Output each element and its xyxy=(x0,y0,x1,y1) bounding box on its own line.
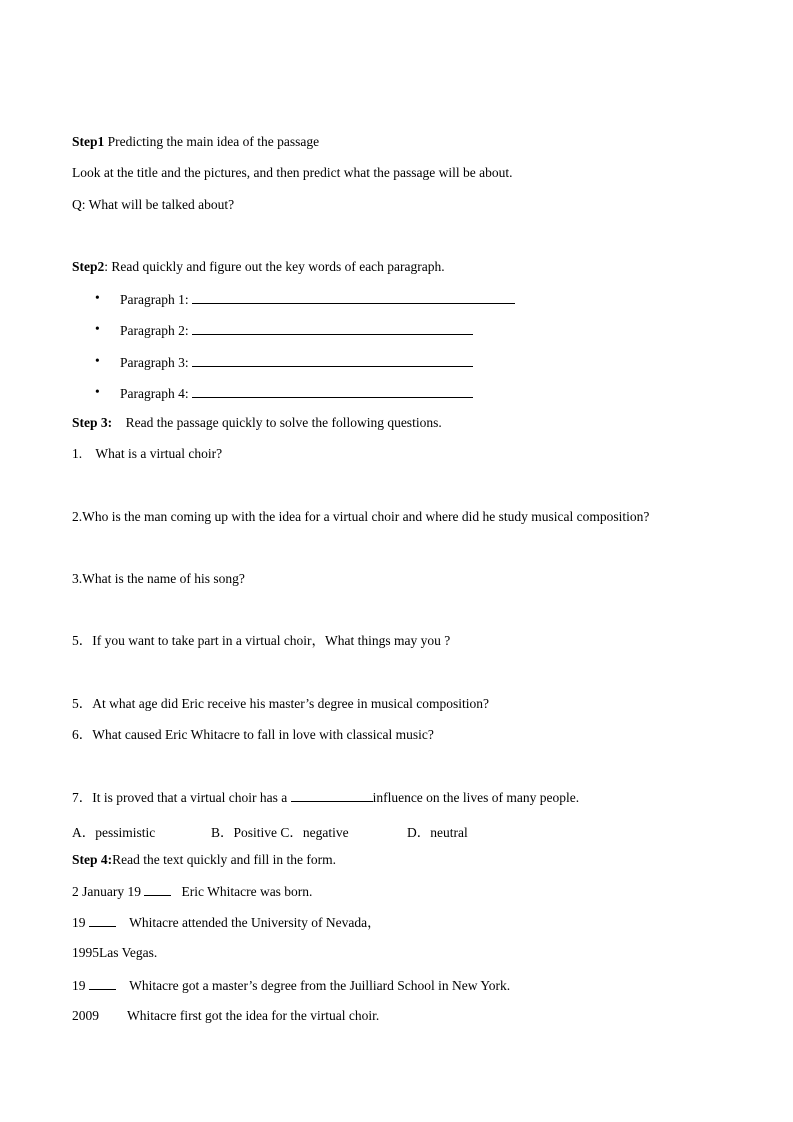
paragraph-1-label: Paragraph 1: xyxy=(120,292,189,307)
paragraph-4-label: Paragraph 4: xyxy=(120,386,189,401)
paragraph-4-blank[interactable] xyxy=(192,384,473,398)
paragraph-3-blank[interactable] xyxy=(192,353,473,367)
option-d[interactable]: D．neutral xyxy=(407,825,468,840)
step2-heading xyxy=(72,259,445,275)
paragraph-2-blank[interactable] xyxy=(192,321,473,335)
paragraph-1-blank[interactable] xyxy=(192,290,515,304)
bullet-icon: • xyxy=(95,353,100,368)
timeline-row-5-event: Whitacre first got the idea for the virtual choir. xyxy=(127,1008,380,1023)
step2-label: Step2 xyxy=(72,259,105,274)
bullet-icon: • xyxy=(95,321,100,336)
question-5: 5．At what age did Eric receive his master’s degree in musical composition? xyxy=(72,696,489,711)
timeline-row-4-blank[interactable] xyxy=(89,977,116,990)
paragraph-3-row xyxy=(120,353,473,371)
bullet-icon: • xyxy=(95,384,100,399)
question-7 xyxy=(72,789,579,806)
question-3: 3.What is the name of his song? xyxy=(72,571,245,586)
timeline-row-1 xyxy=(72,883,312,900)
paragraph-3-label: Paragraph 3: xyxy=(120,355,189,370)
timeline-row-5 xyxy=(72,1008,379,1024)
step1-instruction: Look at the title and the pictures, and then predict what the passage will be about. xyxy=(72,165,513,180)
timeline-row-1-date: 2 January 19 xyxy=(72,884,145,899)
step4-heading xyxy=(72,852,336,868)
question-1: 1. What is a virtual choir? xyxy=(72,446,223,461)
timeline-row-5-year: 2009 xyxy=(72,1008,99,1023)
timeline-row-4-date: 19 xyxy=(72,978,89,993)
timeline-row-2-blank[interactable] xyxy=(89,914,116,927)
timeline-row-2 xyxy=(72,914,381,931)
step1-heading xyxy=(72,134,319,150)
question-6: 6．What caused Eric Whitacre to fall in love with classical music? xyxy=(72,727,434,742)
step1-question: Q: What will be talked about? xyxy=(72,197,235,212)
step3-text: Read the passage quickly to solve the following questions. xyxy=(112,415,442,430)
paragraph-2-row xyxy=(120,321,473,339)
question-7-before: 7．It is proved that a virtual choir has a xyxy=(72,790,291,805)
timeline-row-4 xyxy=(72,977,510,994)
question-7-blank[interactable] xyxy=(291,789,373,802)
step1-text: Predicting the main idea of the passage xyxy=(104,134,320,149)
option-b-c[interactable]: B．Positive C．negative xyxy=(211,825,349,840)
timeline-row-4-event: Whitacre got a master’s degree from the Juilliard School in New York. xyxy=(115,978,511,993)
timeline-row-2-date: 19 xyxy=(72,915,89,930)
step2-text: : Read quickly and figure out the key words of each paragraph. xyxy=(104,259,445,274)
question-4: 5．If you want to take part in a virtual choir，What things may you ? xyxy=(72,633,451,648)
paragraph-2-label: Paragraph 2: xyxy=(120,323,189,338)
paragraph-4-row xyxy=(120,384,473,402)
timeline-row-2-event: Whitacre attended the University of Nevada， xyxy=(115,915,381,930)
question-2: 2.Who is the man coming up with the idea for a virtual choir and where did he study musical composition? xyxy=(72,509,650,524)
timeline-row-1-blank[interactable] xyxy=(144,883,171,896)
step3-label: Step 3: xyxy=(72,415,113,430)
paragraph-1-row xyxy=(120,290,515,308)
step1-label: Step1 xyxy=(72,134,105,149)
step3-heading xyxy=(72,415,442,431)
question-7-after: influence on the lives of many people. xyxy=(372,790,580,805)
option-a[interactable]: A．pessimistic xyxy=(72,825,156,840)
bullet-icon: • xyxy=(95,290,100,305)
step4-text: Read the text quickly and fill in the form. xyxy=(112,852,336,867)
timeline-row-3: 1995Las Vegas. xyxy=(72,945,158,960)
step4-label: Step 4: xyxy=(72,852,113,867)
timeline-row-1-event: Eric Whitacre was born. xyxy=(171,884,313,899)
